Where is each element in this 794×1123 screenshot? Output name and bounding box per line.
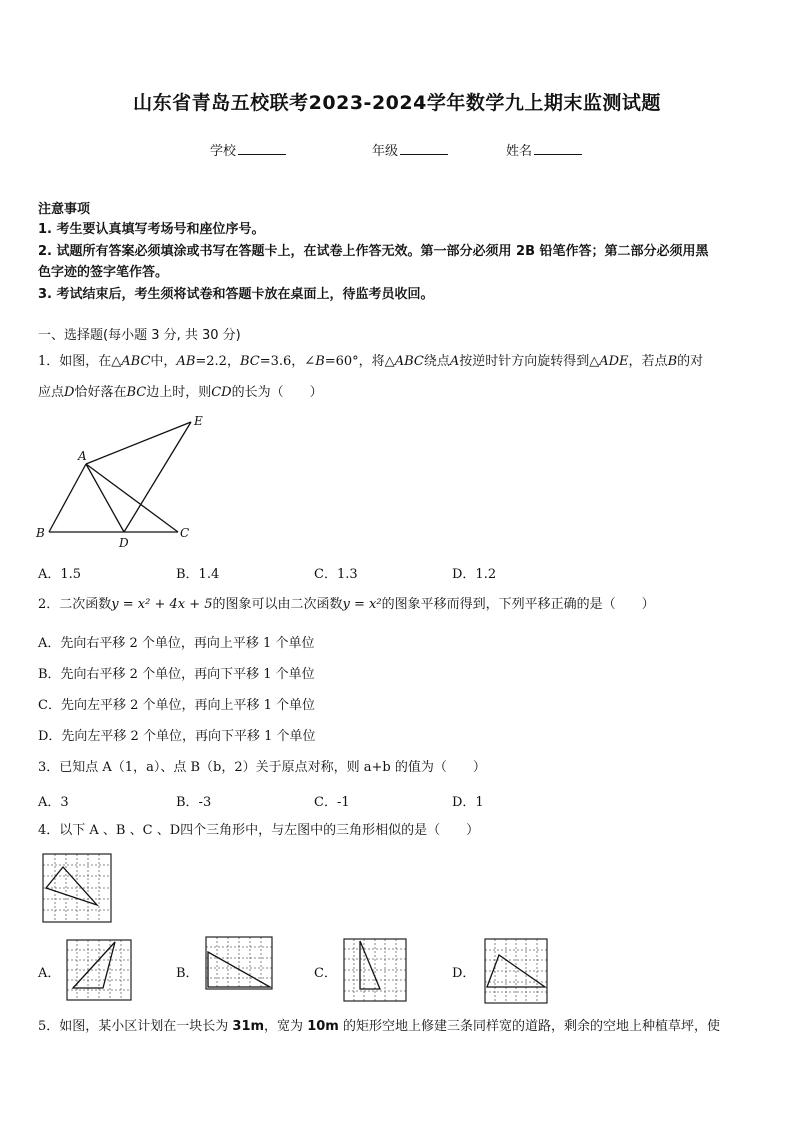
note-item: 1. 考生要认真填写考场号和座位序号。	[38, 222, 265, 237]
q1-triangle-figure	[30, 408, 220, 548]
q1-option-b[interactable]: B．1.4	[176, 567, 220, 582]
q3-option-c[interactable]: C．-1	[314, 795, 350, 810]
q4-option-d-grid[interactable]	[485, 939, 549, 1005]
q1-line1: 1．如图，在△ABC中，AB=2.2，BC=3.6，∠B=60°，将△ABC绕点A按逆时针方向旋转得到△ADE，若点B的对	[38, 354, 704, 369]
grade-field[interactable]: 年级	[372, 140, 448, 159]
q2-option-a[interactable]: A．先向右平移 2 个单位，再向上平移 1 个单位	[38, 636, 315, 651]
q1-option-d[interactable]: D．1.2	[452, 567, 497, 582]
note-item: 色字迹的签字笔作答。	[38, 265, 169, 280]
q2-stem: 2．二次函数y = x² + 4x + 5的图象可以由二次函数y = x²的图象平移而得到，下列平移正确的是（ ）	[38, 597, 655, 612]
note-item: 2. 试题所有答案必须填涂或书写在答题卡上，在试卷上作答无效。第一部分必须用 2B 铅笔作答；第二部分必须用黑	[38, 244, 709, 259]
q1-option-a[interactable]: A．1.5	[38, 567, 82, 582]
label-c: C	[180, 526, 190, 540]
note-item: 3. 考试结束后，考生须将试卷和答题卡放在桌面上，待监考员收回。	[38, 287, 434, 302]
q3-option-d[interactable]: D．1	[452, 795, 484, 810]
notes-heading: 注意事项	[38, 202, 91, 217]
q4-option-a[interactable]: A．	[38, 966, 61, 981]
q4-option-b-grid[interactable]	[206, 937, 274, 991]
q4-reference-grid	[43, 854, 115, 926]
q2-option-d[interactable]: D．先向左平移 2 个单位，再向下平移 1 个单位	[38, 729, 316, 744]
label-a: A	[78, 449, 87, 463]
q4-option-c[interactable]: C．	[314, 966, 337, 981]
q2-option-c[interactable]: C．先向左平移 2 个单位，再向上平移 1 个单位	[38, 698, 316, 713]
q1-option-c[interactable]: C．1.3	[314, 567, 358, 582]
name-field[interactable]: 姓名	[506, 140, 582, 159]
section-heading: 一、选择题(每小题 3 分, 共 30 分)	[38, 328, 241, 343]
label-d: D	[119, 536, 129, 550]
q4-option-d[interactable]: D．	[452, 966, 476, 981]
label-b: B	[36, 526, 45, 540]
page-title: 山东省青岛五校联考2023-2024学年数学九上期末监测试题	[133, 92, 661, 114]
q2-option-b[interactable]: B．先向右平移 2 个单位，再向下平移 1 个单位	[38, 667, 315, 682]
q4-option-b[interactable]: B．	[176, 966, 199, 981]
q3-option-b[interactable]: B．-3	[176, 795, 212, 810]
q4-option-a-grid[interactable]	[67, 940, 133, 1002]
q4-stem: 4．以下 A 、B 、C 、D四个三角形中，与左图中的三角形相似的是（ ）	[38, 823, 480, 838]
q3-option-a[interactable]: A．3	[38, 795, 69, 810]
school-field[interactable]: 学校	[210, 140, 286, 159]
q1-line2: 应点D恰好落在BC边上时，则CD的长为（ ）	[38, 385, 323, 400]
label-e: E	[194, 414, 203, 428]
q3-stem: 3．已知点 A（1，a）、点 B（b，2）关于原点对称，则 a+b 的值为（ ）	[38, 760, 486, 775]
q4-option-c-grid[interactable]	[344, 939, 408, 1003]
q5-stem: 5．如图，某小区计划在一块长为 31m，宽为 10m 的矩形空地上修建三条同样宽的道路，剩余的空地上种植草坪，使	[38, 1019, 720, 1034]
